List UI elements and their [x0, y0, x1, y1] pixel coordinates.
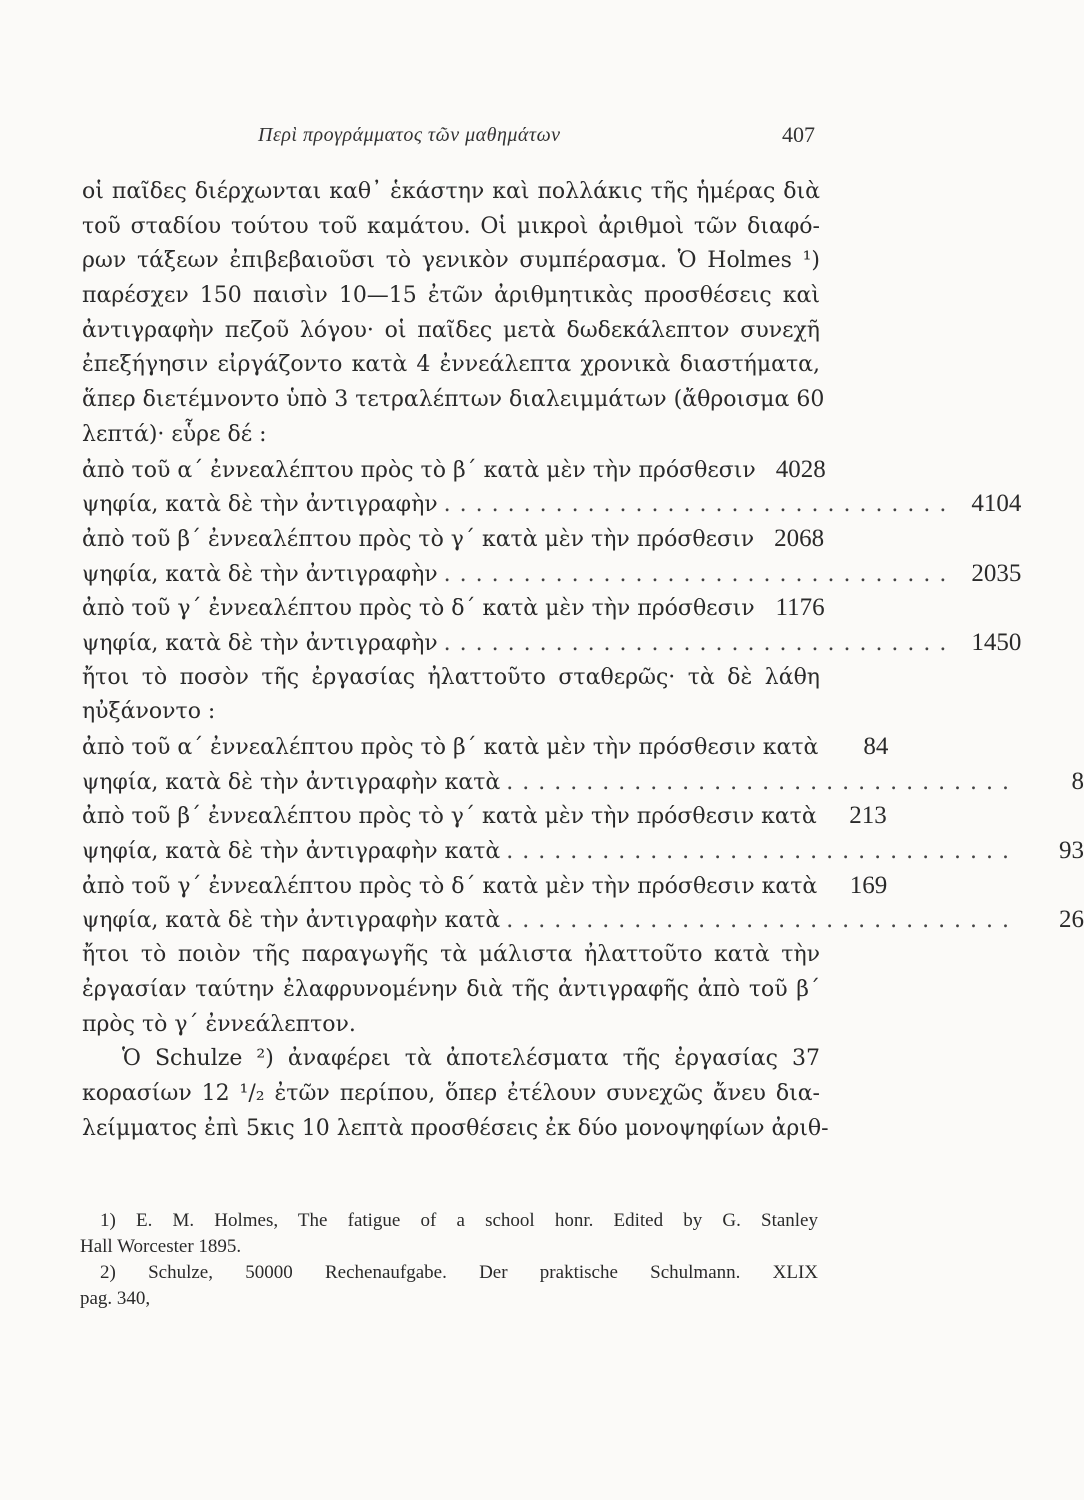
footnote-1-continued: Hall Worcester 1895. [80, 1236, 242, 1257]
dot-leader: ................................ [506, 839, 1019, 865]
error-value: 8 [1071, 767, 1084, 795]
error-row [82, 799, 887, 834]
error-value: 213 [849, 802, 887, 830]
text-line: ρων τάξεων ἐπιβεβαιοῦσι τὸ γενικὸν συμπέρασμα. Ὁ Holmes ¹) [82, 248, 820, 274]
dot-leader: ................................ [506, 769, 1019, 795]
result-value: 2035 [971, 559, 1022, 587]
text-line: ἐπεξήγησιν εἰργάζοντο κατὰ 4 ἐννεάλεπτα χρονικὰ διαστήματα, [82, 352, 820, 378]
text-line: ἅπερ διετέμνοντο ὑπὸ 3 τετραλέπτων διαλειμμάτων (ἄθροισμα 60 [82, 387, 825, 413]
text-line: ἐργασίαν ταύτην ἐλαφρυνομένην διὰ τῆς ἀντιγραφῆς ἀπὸ τοῦ β΄ [82, 976, 820, 1002]
footnote-2-continued: pag. 340, [80, 1288, 151, 1309]
text-line: ηὐξάνοντο : [82, 699, 216, 725]
result-row [82, 591, 825, 626]
text-line: ἤτοι τὸ ποσὸν τῆς ἐργασίας ἠλαττοῦτο σταθερῶς· τὰ δὲ λάθη [82, 664, 820, 690]
error-row [82, 869, 888, 904]
dot-leader: ................................ [443, 492, 956, 518]
text-line: κορασίων 12 ¹/₂ ἐτῶν περίπου, ὅπερ ἐτέλουν συνεχῶς ἄνευ δια- [82, 1080, 820, 1106]
page-header [0, 118, 933, 158]
result-label: ψηφία, κατὰ δὲ τὴν ἀντιγραφὴν [82, 561, 438, 587]
dot-leader: ................................ [443, 630, 956, 656]
error-value: 26 [1059, 906, 1084, 934]
error-label: ψηφία, κατὰ δὲ τὴν ἀντιγραφὴν κατὰ [82, 908, 501, 934]
result-row [82, 557, 1022, 592]
text-line: λείμματος ἐπὶ 5κις 10 λεπτὰ προσθέσεις ἐκ δύο μονοψηφίων ἀριθ- [82, 1115, 829, 1141]
result-value: 1450 [971, 628, 1022, 656]
dot-leader: ................................ [443, 561, 956, 587]
result-row [82, 487, 1022, 522]
error-label: ἀπὸ τοῦ β΄ ἐννεαλέπτου πρὸς τὸ γ΄ κατὰ μὲν τὴν πρόσθεσιν κατὰ [82, 804, 817, 830]
body-text [82, 175, 1084, 1146]
text-line: Ὁ Schulze ²) ἀναφέρει τὰ ἀποτελέσματα τῆς ἐργασίας 37 [122, 1046, 820, 1072]
result-row [82, 453, 826, 488]
result-row [82, 522, 825, 557]
error-value: 169 [849, 871, 888, 899]
result-label: ἀπὸ τοῦ α΄ ἐννεαλέπτου πρὸς τὸ β΄ κατὰ μὲν τὴν πρόσθεσιν [82, 457, 756, 483]
result-label: ἀπὸ τοῦ β΄ ἐννεαλέπτου πρὸς τὸ γ΄ κατὰ μὲν τὴν πρόσθεσιν [82, 526, 755, 552]
error-row [82, 730, 889, 765]
text-line: πρὸς τὸ γ΄ ἐννεάλεπτον. [82, 1011, 356, 1037]
text-line: λεπτά)· εὗρε δέ : [82, 421, 267, 447]
result-label: ψηφία, κατὰ δὲ τὴν ἀντιγραφὴν [82, 630, 438, 656]
result-value: 4104 [971, 490, 1022, 518]
error-row [82, 903, 1084, 938]
error-value: 93 [1059, 837, 1084, 865]
error-label: ἀπὸ τοῦ γ΄ ἐννεαλέπτου πρὸς τὸ δ΄ κατὰ μὲν τὴν πρόσθεσιν κατὰ [82, 873, 818, 899]
dot-leader: ................................ [506, 908, 1019, 934]
error-label: ψηφία, κατὰ δὲ τὴν ἀντιγραφὴν κατὰ [82, 839, 501, 865]
result-label: ἀπὸ τοῦ γ΄ ἐννεαλέπτου πρὸς τὸ δ΄ κατὰ μὲν τὴν πρόσθεσιν [82, 596, 755, 622]
result-row [82, 626, 1022, 661]
text-line: τοῦ σταδίου τούτου τοῦ καμάτου. Οἱ μικροὶ ἀριθμοὶ τῶν διαφό- [82, 213, 820, 239]
footnotes [80, 1208, 818, 1312]
error-row [82, 834, 1084, 869]
result-value: 4028 [775, 455, 826, 483]
footnote-1: 1) E. M. Holmes, The fatigue of a school honr. Edited by G. Stanley [100, 1210, 818, 1231]
error-row [82, 765, 1084, 800]
text-line: οἱ παῖδες διέρχωνται καθ᾽ ἑκάστην καὶ πολλάκις τῆς ἡμέρας διὰ [82, 179, 820, 204]
result-label: ψηφία, κατὰ δὲ τὴν ἀντιγραφὴν [82, 492, 438, 518]
running-title: Περὶ προγράμματος τῶν μαθημάτων [258, 124, 561, 146]
result-value: 1176 [775, 594, 825, 622]
error-value: 84 [863, 733, 889, 760]
error-label: ψηφία, κατὰ δὲ τὴν ἀντιγραφὴν κατὰ [82, 769, 501, 795]
text-line: παρέσχεν 150 παισὶν 10—15 ἐτῶν ἀριθμητικὰς προσθέσεις καὶ [82, 283, 820, 309]
page-number: 407 [782, 122, 815, 147]
footnote-2: 2) Schulze, 50000 Rechenaufgabe. Der praktische Schulmann. XLIX [100, 1262, 818, 1283]
text-line: ἀντιγραφὴν πεζοῦ λόγου· οἱ παῖδες μετὰ δωδεκάλεπτον συνεχῆ [82, 317, 820, 343]
error-label: ἀπὸ τοῦ α΄ ἐννεαλέπτου πρὸς τὸ β΄ κατὰ μὲν τὴν πρόσθεσιν κατὰ [82, 735, 819, 760]
result-value: 2068 [774, 524, 825, 552]
text-line: ἤτοι τὸ ποιὸν τῆς παραγωγῆς τὰ μάλιστα ἠλαττοῦτο κατὰ τὴν [82, 942, 820, 968]
